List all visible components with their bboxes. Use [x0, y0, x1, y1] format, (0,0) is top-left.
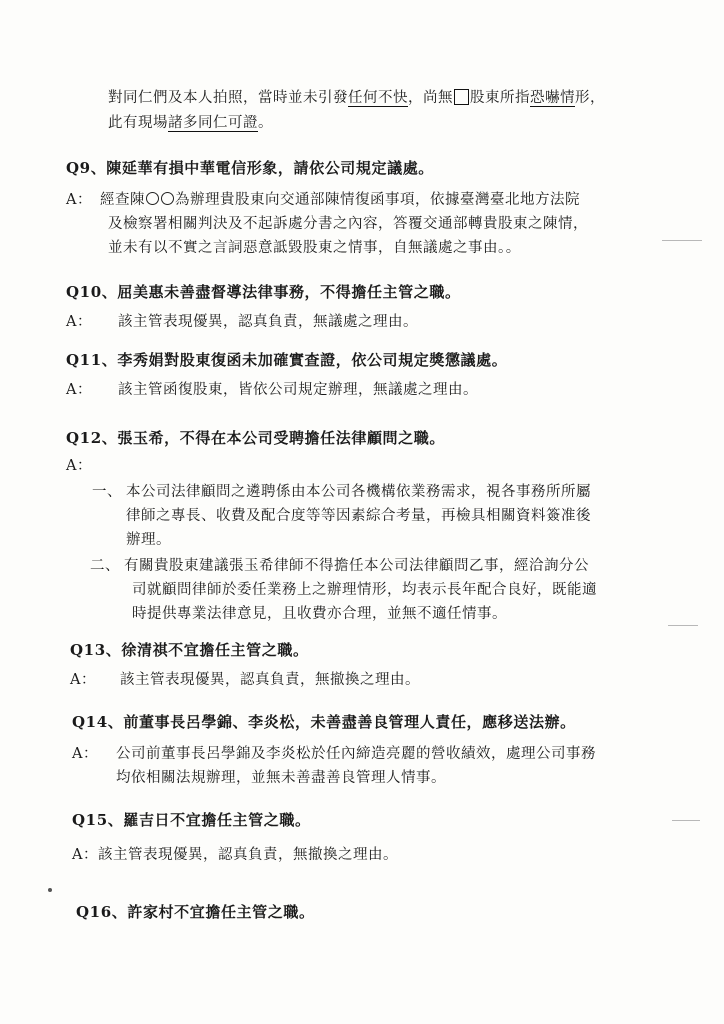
- q12-item1-label: 一、: [92, 484, 122, 500]
- q14-answer-line-1: 公司前董事長呂學錦及李炎松於任內締造亮麗的營收績效，處理公司事務: [116, 746, 596, 762]
- scan-artifact: [668, 625, 698, 626]
- scan-artifact: [662, 240, 702, 241]
- q14-answer-line-2: 均依相關法規辦理，並無未善盡善良管理人情事。: [116, 770, 446, 786]
- q14-answer-prefix: A：: [72, 746, 98, 762]
- q16-question: Q16、許家村不宜擔任主管之職。: [76, 903, 315, 921]
- q11-answer: 該主管函復股東，皆依公司規定辦理，無議處之理由。: [118, 382, 478, 398]
- q12-item1-line-1: 本公司法律顧問之遴聘係由本公司各機構依業務需求，視各事務所所屬: [126, 484, 591, 500]
- q12-item2-line-1: 有關貴股東建議張玉希律師不得擔任本公司法律顧問乙事，經洽詢分公: [124, 558, 589, 574]
- q12-answer-prefix: A：: [66, 458, 92, 474]
- circle-mark: [161, 192, 174, 205]
- q9-answer-prefix: A：: [66, 192, 92, 208]
- q15-answer: A：該主管表現優異，認真負責，無撤換之理由。: [72, 847, 398, 863]
- intro-line-2: 此有現場諸多同仁可證。: [108, 115, 273, 131]
- q12-item2-line-3: 時提供專業法律意見，且收費亦合理，並無不適任情事。: [132, 606, 507, 622]
- q11-question: Q11、李秀娟對股東復函未加確實查證，依公司規定獎懲議處。: [66, 351, 508, 369]
- q9-answer-line-2: 及檢察署相關判決及不起訴處分書之內容，答覆交通部轉貴股東之陳情，: [108, 216, 588, 232]
- q13-answer-prefix: A：: [70, 672, 96, 688]
- q12-item2-label: 二、: [90, 558, 120, 574]
- q11-answer-prefix: A：: [66, 382, 92, 398]
- redaction-box: [454, 89, 469, 105]
- intro-line-1: 對同仁們及本人拍照，當時並未引發任何不快，尚無 股東所指恐嚇情形，: [108, 90, 605, 106]
- q10-answer-prefix: A：: [66, 314, 92, 330]
- q12-item1-line-2: 律師之專長、收費及配合度等等因素綜合考量，再檢具相關資料簽准後: [126, 508, 591, 524]
- q13-answer: 該主管表現優異，認真負責，無撤換之理由。: [120, 672, 420, 688]
- q14-question: Q14、前董事長呂學錦、李炎松，未善盡善良管理人責任，應移送法辦。: [72, 713, 576, 731]
- circle-mark: [146, 192, 159, 205]
- q9-answer-line-1: 經查陳 為辦理貴股東向交通部陳情復函事項，依據臺灣臺北地方法院: [100, 192, 580, 208]
- q9-question: Q9、陳延華有損中華電信形象，請依公司規定議處。: [66, 159, 434, 177]
- q12-question: Q12、張玉希，不得在本公司受聘擔任法律顧問之職。: [66, 429, 445, 447]
- scan-artifact: [672, 820, 700, 821]
- q10-question: Q10、屈美惠未善盡督導法律事務，不得擔任主管之職。: [66, 283, 461, 301]
- scan-dot: [48, 888, 52, 892]
- q13-question: Q13、徐清祺不宜擔任主管之職。: [70, 641, 309, 659]
- q15-question: Q15、羅吉日不宜擔任主管之職。: [72, 811, 311, 829]
- q12-item2-line-2: 司就顧問律師於委任業務上之辦理情形，均表示長年配合良好，既能適: [132, 582, 597, 598]
- q12-item1-line-3: 辦理。: [126, 532, 171, 548]
- q10-answer: 該主管表現優異，認真負責，無議處之理由。: [118, 314, 418, 330]
- q9-answer-line-3: 並未有以不實之言詞惡意詆毀股東之情事，自無議處之事由。。: [108, 240, 521, 256]
